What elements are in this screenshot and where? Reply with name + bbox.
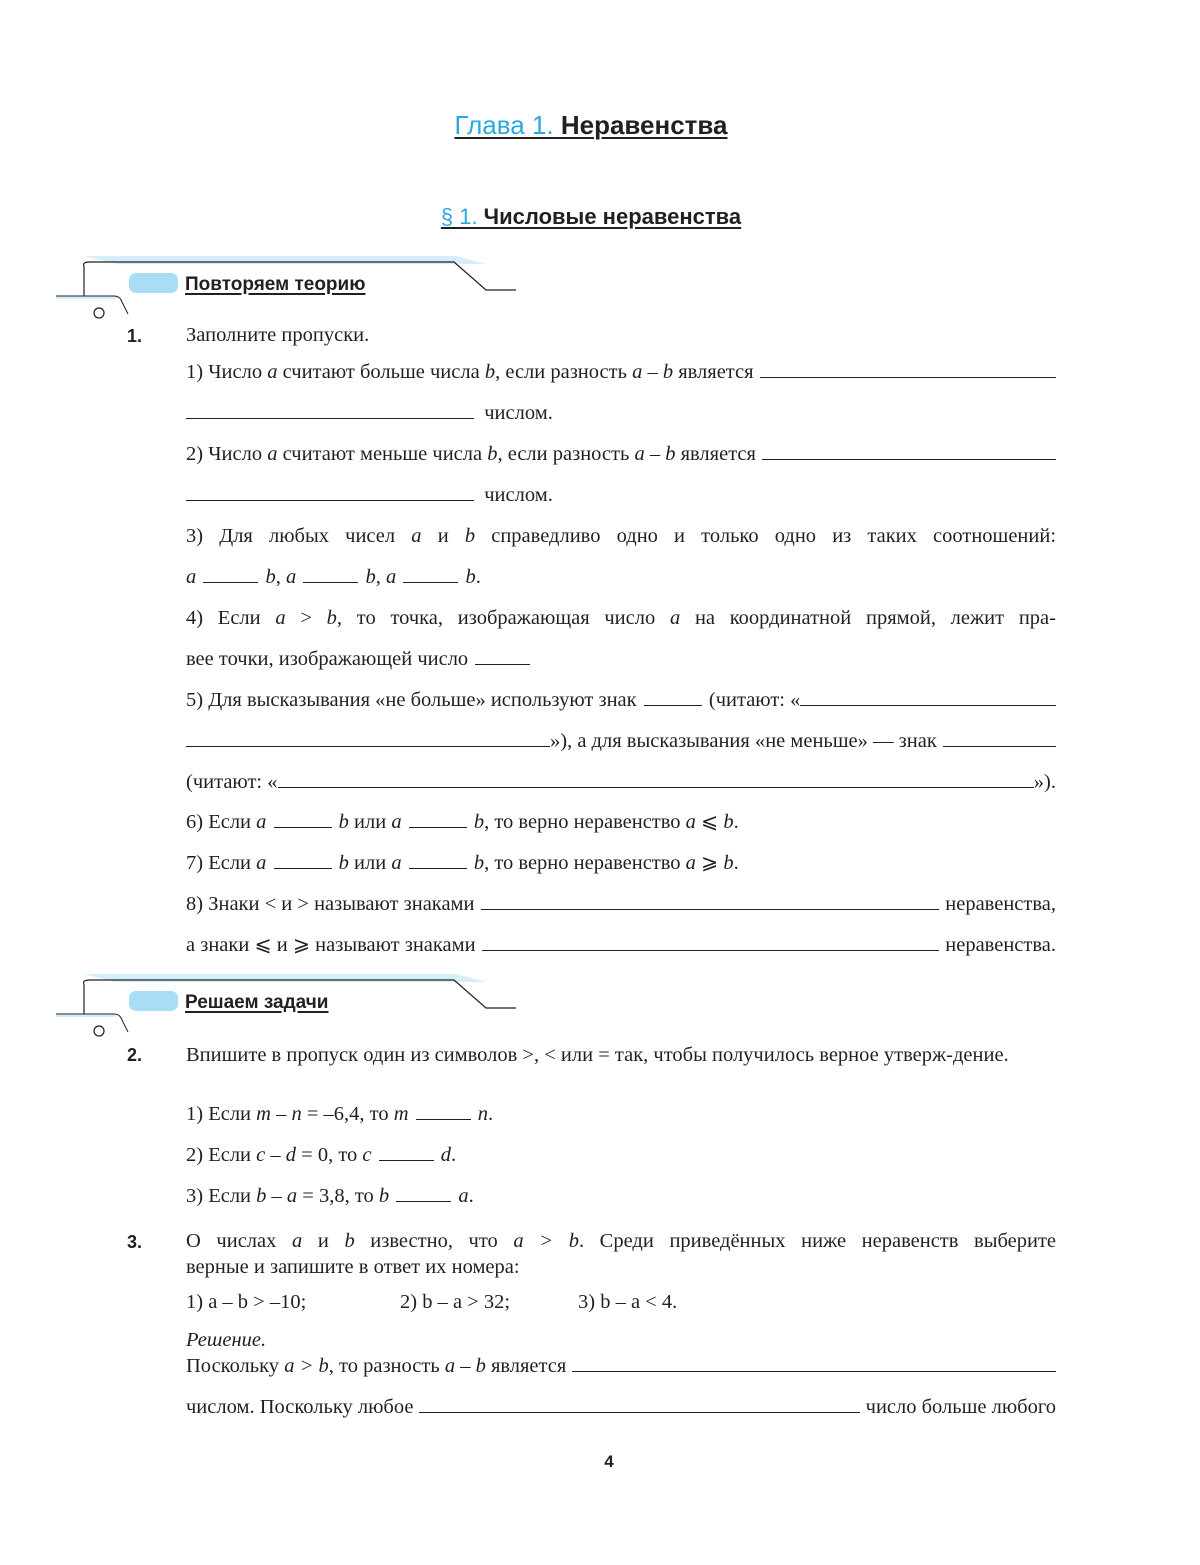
text: известно, что: [370, 1230, 498, 1252]
task-number: 2.: [127, 1045, 143, 1065]
var-c: c: [362, 1144, 372, 1166]
var-a: a: [267, 361, 278, 383]
answer-blank[interactable]: [186, 486, 474, 501]
expr: a – b: [634, 443, 676, 465]
task1-item5-cont: [186, 728, 1056, 754]
section-problems-title: Решаем задачи: [185, 992, 329, 1013]
expr: a – b: [444, 1355, 486, 1377]
paragraph-label: § 1.: [440, 204, 478, 229]
text: 2) Число: [186, 443, 263, 465]
answer-blank[interactable]: [274, 813, 332, 828]
task-number: 3.: [127, 1232, 143, 1252]
answer-blank[interactable]: [278, 773, 1034, 788]
chapter-heading: [0, 110, 1182, 141]
section-theory-header: [56, 252, 526, 322]
task1-item2: [186, 441, 1056, 467]
task3-solution-line2: [186, 1394, 1056, 1420]
var-b: b: [464, 525, 476, 547]
text: . Среди приведённых ниже неравенств выберите: [578, 1230, 1057, 1252]
expr: a > b: [513, 1230, 579, 1252]
var-d: d: [440, 1144, 451, 1166]
text: (читают: «: [186, 771, 278, 793]
var-b: b: [723, 852, 734, 874]
text: , если разность: [497, 443, 630, 465]
text: »), а для высказывания «не меньше» — знак: [550, 730, 937, 752]
task3-intro: [186, 1228, 1056, 1254]
text: , то верно неравенство: [484, 852, 681, 874]
var-b: b: [338, 811, 349, 833]
answer-blank[interactable]: [403, 568, 458, 583]
text: и: [437, 525, 449, 547]
section-theory-title: Повторяем теорию: [185, 274, 366, 295]
answer-blank[interactable]: [475, 650, 530, 665]
text: считают меньше числа: [282, 443, 483, 465]
text: ⩽: [701, 811, 719, 833]
expr: a – b: [632, 361, 674, 383]
section-problems-header: [56, 970, 526, 1040]
var-b: b: [338, 852, 349, 874]
var-a: a: [267, 443, 278, 465]
task-intro: Впишите в пропуск один из символов >, < или = так, чтобы получилось верное утверж-дение.: [186, 1044, 1009, 1066]
var-a: a: [386, 566, 397, 588]
option-3: 3) b – a < 4.: [578, 1291, 678, 1313]
var-b: b: [326, 607, 337, 629]
text: 1) Число: [186, 361, 263, 383]
text: О числах: [186, 1230, 277, 1252]
var-a: a: [685, 811, 696, 833]
text: и: [317, 1230, 329, 1252]
answer-blank[interactable]: [409, 813, 467, 828]
var-a: a: [458, 1185, 469, 1207]
var-a: a: [685, 852, 696, 874]
text: справедливо одно и только одно из таких соотношений:: [491, 525, 1057, 547]
task1-item3-relations: a b, a b, a b.: [186, 566, 481, 588]
task2-item2: 2) Если c – d = 0, то c d.: [186, 1144, 457, 1166]
var-b: b: [265, 566, 276, 588]
text: 2) Если: [186, 1144, 252, 1166]
expr: a > b: [284, 1355, 329, 1377]
text: , то разность: [328, 1355, 440, 1377]
answer-blank[interactable]: [572, 1357, 1056, 1372]
expr: b – a: [256, 1185, 298, 1207]
var-a: a: [669, 607, 681, 629]
task1-item5: [186, 687, 1056, 713]
var-a: a: [391, 852, 402, 874]
task1-item4-cont: [186, 646, 1056, 672]
text: является: [680, 443, 756, 465]
answer-blank[interactable]: [409, 854, 467, 869]
task-intro: Заполните пропуски.: [186, 324, 370, 346]
task2-item3: 3) Если b – a = 3,8, то b a.: [186, 1185, 474, 1207]
text: 8) Знаки < и > называют знаками: [186, 893, 475, 915]
answer-blank[interactable]: [274, 854, 332, 869]
text: считают больше числа: [282, 361, 480, 383]
text: является: [490, 1355, 567, 1377]
text: или: [354, 811, 387, 833]
text: или: [354, 852, 387, 874]
text: вее точки, изображающей число: [186, 648, 469, 670]
chapter-label: Глава 1.: [454, 110, 554, 140]
answer-blank[interactable]: [482, 936, 940, 951]
text: 5) Для высказывания «не больше» используют знак: [186, 689, 637, 711]
task1-item6: 6) Если a b или a b, то верно неравенство a ⩽ b.: [186, 811, 739, 833]
text: неравенства,: [945, 893, 1056, 915]
task3-solution-line1: [186, 1353, 1056, 1379]
var-m: m: [393, 1103, 409, 1125]
text: , то верно неравенство: [484, 811, 681, 833]
text: 3) Для любых чисел: [186, 525, 396, 547]
answer-blank[interactable]: [186, 404, 474, 419]
text: (читают: «: [708, 689, 801, 711]
task1-item2-cont: [186, 482, 1056, 508]
var-a: a: [256, 811, 267, 833]
expr: m – n: [256, 1103, 302, 1125]
text: неравенства.: [945, 934, 1056, 956]
answer-blank[interactable]: [379, 1146, 434, 1161]
text: на координатной прямой, лежит пра-: [694, 607, 1056, 629]
text: , если разность: [495, 361, 627, 383]
answer-blank[interactable]: [419, 1398, 859, 1413]
task1-item1-cont: [186, 400, 1056, 426]
task1-item8-cont: [186, 932, 1056, 958]
text: 7) Если: [186, 852, 252, 874]
var-a: a: [256, 852, 267, 874]
solution-label: Решение.: [186, 1329, 267, 1351]
text: ⩾: [701, 852, 719, 874]
answer-blank[interactable]: [760, 363, 1056, 378]
var-b: b: [378, 1185, 390, 1207]
answer-blank[interactable]: [943, 732, 1056, 747]
task3-intro-cont: верные и запишите в ответ их номера:: [186, 1256, 520, 1278]
task1-item8: [186, 891, 1056, 917]
var-b: b: [484, 361, 496, 383]
text: = 3,8, то: [302, 1185, 374, 1207]
text: = –6,4, то: [306, 1103, 389, 1125]
text: , то точка, изображающая число: [336, 607, 656, 629]
text: является: [678, 361, 754, 383]
var-b: b: [365, 566, 376, 588]
task1-item7: 7) Если a b или a b, то верно неравенство a ⩾ b.: [186, 852, 739, 874]
var-a: a: [186, 566, 197, 588]
text: число больше любого: [865, 1396, 1056, 1418]
var-a: a: [291, 1230, 303, 1252]
var-a: a: [286, 566, 297, 588]
text: >: [300, 607, 327, 629]
text: числом. Поскольку любое: [186, 1396, 414, 1418]
option-1: 1) a – b > –10;: [186, 1291, 307, 1313]
answer-blank[interactable]: [396, 1187, 451, 1202]
text: а знаки ⩽ и ⩾ называют знаками: [186, 934, 476, 956]
text: 3) Если: [186, 1185, 252, 1207]
option-2: 2) b – a > 32;: [400, 1291, 511, 1313]
var-n: n: [477, 1103, 489, 1125]
chapter-title: Неравенства: [553, 110, 728, 140]
text: Поскольку: [186, 1355, 280, 1377]
answer-blank[interactable]: [481, 895, 940, 910]
var-b: b: [344, 1230, 355, 1252]
expr: c – d: [256, 1144, 297, 1166]
task1-item5-cont2: [186, 769, 1056, 795]
page-number: 4: [604, 1452, 614, 1471]
text: 4) Если: [186, 607, 261, 629]
answer-blank[interactable]: [303, 568, 358, 583]
var-b: b: [465, 566, 476, 588]
answer-blank[interactable]: [644, 691, 702, 706]
var-b: b: [487, 443, 498, 465]
var-a: a: [411, 525, 422, 547]
answer-blank[interactable]: [186, 732, 550, 747]
text: числом.: [484, 402, 553, 424]
task1-item3: [186, 523, 1056, 549]
var-b: b: [723, 811, 734, 833]
answer-blank[interactable]: [762, 445, 1056, 460]
text: = 0, то: [301, 1144, 358, 1166]
task2-item1: 1) Если m – n = –6,4, то m n.: [186, 1103, 494, 1125]
answer-blank[interactable]: [800, 691, 1056, 706]
text: числом.: [484, 484, 553, 506]
paragraph-title: Числовые неравенства: [477, 204, 742, 229]
answer-blank[interactable]: [416, 1105, 471, 1120]
text: »).: [1033, 771, 1056, 793]
var-a: a: [391, 811, 402, 833]
task1-item4: [186, 605, 1056, 631]
text: 6) Если: [186, 811, 252, 833]
var-b: b: [473, 811, 485, 833]
task-number: 1.: [127, 326, 143, 346]
paragraph-heading: [0, 204, 1182, 230]
answer-blank[interactable]: [203, 568, 258, 583]
var-b: b: [473, 852, 485, 874]
text: 1) Если: [186, 1103, 252, 1125]
task3-options: [186, 1289, 1056, 1315]
task1-item1: [186, 359, 1056, 385]
var-a: a: [275, 607, 286, 629]
